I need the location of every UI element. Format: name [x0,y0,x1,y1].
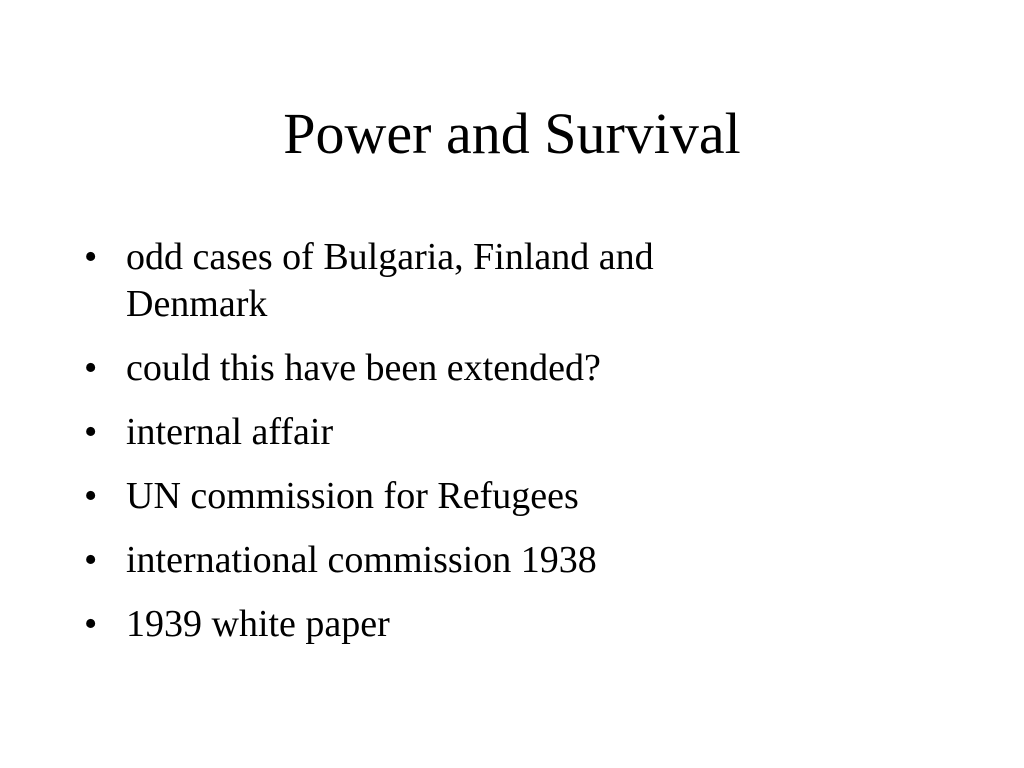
bullet-icon: • [84,539,98,581]
bullet-text: 1939 white paper [126,603,390,645]
bullet-icon: • [84,411,98,453]
bullet-item [84,537,804,584]
bullet-item [84,234,804,328]
bullet-item [84,345,804,392]
slide-title: Power and Survival [283,101,741,166]
bullet-icon: • [84,236,98,278]
bullet-item [84,409,804,456]
bullet-text: international commission 1938 [126,539,597,581]
bullet-item [84,601,804,648]
bullet-text: UN commission for Refugees [126,475,579,517]
bullet-list [84,234,804,665]
bullet-text: could this have been extended? [126,347,601,389]
bullet-icon: • [84,475,98,517]
bullet-item [84,473,804,520]
bullet-text: odd cases of Bulgaria, Finland and Denmark [126,236,654,325]
bullet-icon: • [84,347,98,389]
bullet-text: internal affair [126,411,334,453]
bullet-icon: • [84,603,98,645]
